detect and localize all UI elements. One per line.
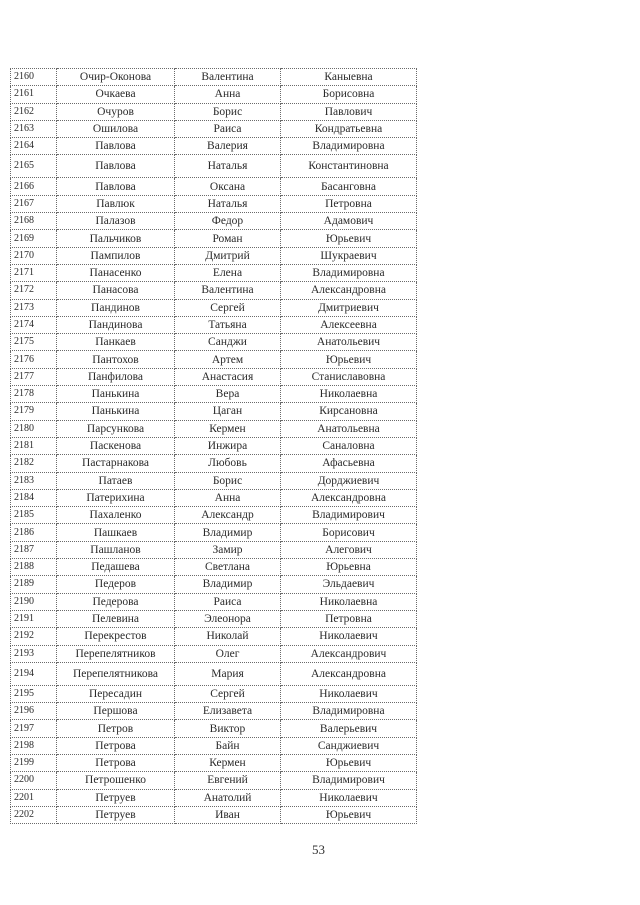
last-name-cell: Панкаев [57, 334, 175, 351]
last-name-cell: Патаев [57, 472, 175, 489]
first-name-cell: Наталья [175, 195, 281, 212]
row-number: 2160 [11, 69, 57, 86]
row-number: 2186 [11, 524, 57, 541]
table-row [11, 316, 417, 333]
row-number: 2174 [11, 316, 57, 333]
first-name-cell: Кермен [175, 754, 281, 771]
table-row [11, 455, 417, 472]
table-row [11, 299, 417, 316]
row-number: 2192 [11, 628, 57, 645]
table-row [11, 120, 417, 137]
last-name-cell: Пересадин [57, 685, 175, 702]
table-row [11, 178, 417, 195]
row-number: 2178 [11, 386, 57, 403]
patronymic-cell: Адамович [281, 213, 417, 230]
patronymic-cell: Николаевич [281, 628, 417, 645]
first-name-cell: Елизавета [175, 703, 281, 720]
first-name-cell: Виктор [175, 720, 281, 737]
last-name-cell: Пантохов [57, 351, 175, 368]
row-number: 2175 [11, 334, 57, 351]
first-name-cell: Любовь [175, 455, 281, 472]
row-number: 2173 [11, 299, 57, 316]
table-row [11, 507, 417, 524]
patronymic-cell: Петровна [281, 195, 417, 212]
table-row [11, 155, 417, 178]
patronymic-cell: Владимировна [281, 264, 417, 281]
last-name-cell: Панькина [57, 386, 175, 403]
first-name-cell: Элеонора [175, 610, 281, 627]
row-number: 2193 [11, 645, 57, 662]
table-row [11, 737, 417, 754]
patronymic-cell: Дмитриевич [281, 299, 417, 316]
table-row [11, 69, 417, 86]
last-name-cell: Павлюк [57, 195, 175, 212]
row-number: 2166 [11, 178, 57, 195]
row-number: 2197 [11, 720, 57, 737]
table-row [11, 559, 417, 576]
row-number: 2181 [11, 437, 57, 454]
first-name-cell: Анна [175, 489, 281, 506]
row-number: 2189 [11, 576, 57, 593]
first-name-cell: Цаган [175, 403, 281, 420]
last-name-cell: Петруев [57, 806, 175, 823]
patronymic-cell: Николаевна [281, 593, 417, 610]
row-number: 2198 [11, 737, 57, 754]
row-number: 2171 [11, 264, 57, 281]
first-name-cell: Светлана [175, 559, 281, 576]
last-name-cell: Ошилова [57, 120, 175, 137]
last-name-cell: Пелевина [57, 610, 175, 627]
table-row [11, 86, 417, 103]
first-name-cell: Дмитрий [175, 247, 281, 264]
table-row [11, 576, 417, 593]
first-name-cell: Валентина [175, 69, 281, 86]
row-number: 2176 [11, 351, 57, 368]
row-number: 2185 [11, 507, 57, 524]
first-name-cell: Кермен [175, 420, 281, 437]
row-number: 2194 [11, 662, 57, 685]
last-name-cell: Павлова [57, 138, 175, 155]
first-name-cell: Сергей [175, 685, 281, 702]
table-row [11, 195, 417, 212]
last-name-cell: Петрова [57, 754, 175, 771]
table-row [11, 772, 417, 789]
last-name-cell: Очкаева [57, 86, 175, 103]
patronymic-cell: Борисович [281, 524, 417, 541]
row-number: 2180 [11, 420, 57, 437]
table-row [11, 662, 417, 685]
patronymic-cell: Станиславовна [281, 368, 417, 385]
first-name-cell: Сергей [175, 299, 281, 316]
table-row [11, 264, 417, 281]
first-name-cell: Мария [175, 662, 281, 685]
first-name-cell: Владимир [175, 524, 281, 541]
table-row [11, 230, 417, 247]
patronymic-cell: Валерьевич [281, 720, 417, 737]
patronymic-cell: Николаевич [281, 685, 417, 702]
row-number: 2190 [11, 593, 57, 610]
row-number: 2188 [11, 559, 57, 576]
table-row [11, 247, 417, 264]
row-number: 2187 [11, 541, 57, 558]
patronymic-cell: Александровна [281, 282, 417, 299]
last-name-cell: Педеров [57, 576, 175, 593]
last-name-cell: Патерихина [57, 489, 175, 506]
row-number: 2201 [11, 789, 57, 806]
first-name-cell: Замир [175, 541, 281, 558]
last-name-cell: Пандинов [57, 299, 175, 316]
patronymic-cell: Басанговна [281, 178, 417, 195]
patronymic-cell: Юрьевич [281, 754, 417, 771]
patronymic-cell: Юрьевич [281, 351, 417, 368]
patronymic-cell: Владимирович [281, 772, 417, 789]
first-name-cell: Анастасия [175, 368, 281, 385]
row-number: 2169 [11, 230, 57, 247]
patronymic-cell: Афасьевна [281, 455, 417, 472]
row-number: 2165 [11, 155, 57, 178]
first-name-cell: Владимир [175, 576, 281, 593]
first-name-cell: Анатолий [175, 789, 281, 806]
last-name-cell: Петрошенко [57, 772, 175, 789]
patronymic-cell: Алексеевна [281, 316, 417, 333]
last-name-cell: Павлова [57, 178, 175, 195]
last-name-cell: Перекрестов [57, 628, 175, 645]
table-row [11, 593, 417, 610]
table-row [11, 610, 417, 627]
first-name-cell: Борис [175, 472, 281, 489]
names-table-container [10, 68, 416, 824]
table-row [11, 645, 417, 662]
last-name-cell: Перепелятникова [57, 662, 175, 685]
patronymic-cell: Константиновна [281, 155, 417, 178]
last-name-cell: Першова [57, 703, 175, 720]
table-row [11, 282, 417, 299]
table-row [11, 472, 417, 489]
last-name-cell: Педашева [57, 559, 175, 576]
last-name-cell: Пашкаев [57, 524, 175, 541]
last-name-cell: Пастарнакова [57, 455, 175, 472]
table-row [11, 806, 417, 823]
table-row [11, 524, 417, 541]
patronymic-cell: Каныевна [281, 69, 417, 86]
patronymic-cell: Павлович [281, 103, 417, 120]
row-number: 2196 [11, 703, 57, 720]
row-number: 2170 [11, 247, 57, 264]
patronymic-cell: Кондратьевна [281, 120, 417, 137]
patronymic-cell: Александровна [281, 662, 417, 685]
patronymic-cell: Владимировна [281, 138, 417, 155]
table-row [11, 351, 417, 368]
patronymic-cell: Саналовна [281, 437, 417, 454]
first-name-cell: Инжира [175, 437, 281, 454]
row-number: 2164 [11, 138, 57, 155]
last-name-cell: Петров [57, 720, 175, 737]
first-name-cell: Наталья [175, 155, 281, 178]
last-name-cell: Панькина [57, 403, 175, 420]
first-name-cell: Анна [175, 86, 281, 103]
row-number: 2199 [11, 754, 57, 771]
table-row [11, 685, 417, 702]
patronymic-cell: Анатольевна [281, 420, 417, 437]
last-name-cell: Палазов [57, 213, 175, 230]
names-table-body [11, 69, 417, 824]
row-number: 2179 [11, 403, 57, 420]
first-name-cell: Борис [175, 103, 281, 120]
last-name-cell: Педерова [57, 593, 175, 610]
first-name-cell: Елена [175, 264, 281, 281]
first-name-cell: Валентина [175, 282, 281, 299]
patronymic-cell: Кирсановна [281, 403, 417, 420]
row-number: 2168 [11, 213, 57, 230]
last-name-cell: Пампилов [57, 247, 175, 264]
patronymic-cell: Анатольевич [281, 334, 417, 351]
first-name-cell: Олег [175, 645, 281, 662]
first-name-cell: Александр [175, 507, 281, 524]
table-row [11, 489, 417, 506]
first-name-cell: Байн [175, 737, 281, 754]
patronymic-cell: Дорджиевич [281, 472, 417, 489]
first-name-cell: Оксана [175, 178, 281, 195]
table-row [11, 541, 417, 558]
table-row [11, 103, 417, 120]
table-row [11, 420, 417, 437]
last-name-cell: Панфилова [57, 368, 175, 385]
table-row [11, 437, 417, 454]
row-number: 2177 [11, 368, 57, 385]
last-name-cell: Парсункова [57, 420, 175, 437]
patronymic-cell: Александровна [281, 489, 417, 506]
row-number: 2200 [11, 772, 57, 789]
last-name-cell: Перепелятников [57, 645, 175, 662]
last-name-cell: Панасенко [57, 264, 175, 281]
first-name-cell: Санджи [175, 334, 281, 351]
row-number: 2162 [11, 103, 57, 120]
first-name-cell: Раиса [175, 120, 281, 137]
first-name-cell: Вера [175, 386, 281, 403]
table-row [11, 138, 417, 155]
patronymic-cell: Юрьевна [281, 559, 417, 576]
names-table [10, 68, 417, 824]
patronymic-cell: Петровна [281, 610, 417, 627]
row-number: 2182 [11, 455, 57, 472]
table-row [11, 789, 417, 806]
last-name-cell: Петрова [57, 737, 175, 754]
table-row [11, 703, 417, 720]
table-row [11, 386, 417, 403]
table-row [11, 368, 417, 385]
last-name-cell: Панасова [57, 282, 175, 299]
row-number: 2184 [11, 489, 57, 506]
patronymic-cell: Николаевич [281, 789, 417, 806]
row-number: 2167 [11, 195, 57, 212]
patronymic-cell: Шукраевич [281, 247, 417, 264]
first-name-cell: Федор [175, 213, 281, 230]
row-number: 2191 [11, 610, 57, 627]
table-row [11, 720, 417, 737]
last-name-cell: Пальчиков [57, 230, 175, 247]
table-row [11, 403, 417, 420]
patronymic-cell: Юрьевич [281, 806, 417, 823]
first-name-cell: Роман [175, 230, 281, 247]
first-name-cell: Евгений [175, 772, 281, 789]
patronymic-cell: Алегович [281, 541, 417, 558]
table-row [11, 334, 417, 351]
row-number: 2202 [11, 806, 57, 823]
patronymic-cell: Александрович [281, 645, 417, 662]
page-number: 53 [312, 842, 325, 857]
first-name-cell: Татьяна [175, 316, 281, 333]
first-name-cell: Артем [175, 351, 281, 368]
last-name-cell: Павлова [57, 155, 175, 178]
patronymic-cell: Борисовна [281, 86, 417, 103]
last-name-cell: Пашланов [57, 541, 175, 558]
row-number: 2172 [11, 282, 57, 299]
row-number: 2183 [11, 472, 57, 489]
last-name-cell: Очир-Оконова [57, 69, 175, 86]
patronymic-cell: Владимирович [281, 507, 417, 524]
row-number: 2163 [11, 120, 57, 137]
table-row [11, 754, 417, 771]
table-row [11, 213, 417, 230]
patronymic-cell: Владимировна [281, 703, 417, 720]
patronymic-cell: Юрьевич [281, 230, 417, 247]
patronymic-cell: Эльдаевич [281, 576, 417, 593]
first-name-cell: Валерия [175, 138, 281, 155]
last-name-cell: Очуров [57, 103, 175, 120]
patronymic-cell: Санджиевич [281, 737, 417, 754]
patronymic-cell: Николаевна [281, 386, 417, 403]
last-name-cell: Пахаленко [57, 507, 175, 524]
row-number: 2161 [11, 86, 57, 103]
last-name-cell: Пандинова [57, 316, 175, 333]
first-name-cell: Иван [175, 806, 281, 823]
first-name-cell: Николай [175, 628, 281, 645]
last-name-cell: Паскенова [57, 437, 175, 454]
row-number: 2195 [11, 685, 57, 702]
first-name-cell: Раиса [175, 593, 281, 610]
table-row [11, 628, 417, 645]
last-name-cell: Петруев [57, 789, 175, 806]
